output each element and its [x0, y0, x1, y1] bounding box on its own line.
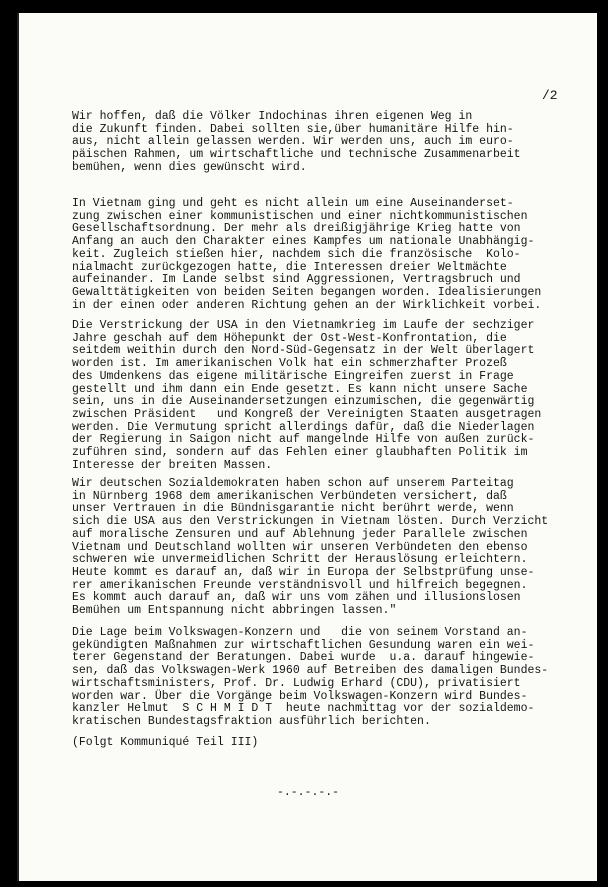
paragraph-indochina: Wir hoffen, daß die Völker Indochinas ihren eigenen Weg in die Zukunft finden. Dabei sollten sie,über humanitäre Hilfe hin- aus, nicht allein gelassen werden. Wir werden uns, auch im euro- päischen Rahmen, um wirtschaftliche und technische Zusammenarbeit bemühen, wenn dies gewünscht wird. — [72, 110, 521, 174]
paragraph-vietnam-conflict: In Vietnam ging und geht es nicht allein um eine Auseinanderset- zung zwischen einer kommunistischen und einer nichtkommunistischen Gesellschaftsordnung. Der mehr als dreißigjährige Krieg hatte von Anfang an auch den Charakter eines Kampfes um nationale Unabhängig- keit. Zugleich stießen hier, nachdem sich die französische Kolo- nialmacht zurückgezogen hatte, die Interessen dreier Weltmächte aufeinander. Im Lande selbst sind Aggressionen, Vertragsbruch und Gewalttätigkeiten von beiden Seiten begangen worden. Idealisierungen in der einen oder anderen Richtung gehen an der Wirklichkeit vorbei. — [72, 197, 542, 312]
end-mark: -.-.-.-.- — [276, 786, 340, 799]
continuation-note: (Folgt Kommuniqué Teil III) — [72, 736, 259, 749]
paragraph-volkswagen: Die Lage beim Volkswagen-Konzern und die von seinem Vorstand an- gekündigten Maßnahmen zur wirtschaftlichen Gesundung waren ein wei- terer Gegenstand der Beratungen. Dabei wurde u.a. darauf hingewie- sen, daß das Volkswagen-Werk 1960 auf Betreiben des damaligen Bundes- wirtschaftsministers, Prof. Dr. Ludwig Erhard (CDU), privatisiert worden war. Über die Vorgänge beim Volkswagen-Konzern wird Bundes- kanzler Helmut S C H M I D T heute nachmittag vor der sozialdemo- kratischen Bundestagsfraktion ausführlich berichten. — [72, 626, 549, 728]
paragraph-usa-involvement: Die Verstrickung der USA in den Vietnamkrieg im Laufe der sechziger Jahre geschah auf dem Höhepunkt der Ost-West-Konfrontation, die seitdem weithin durch den Nord-Süd-Gegensatz in der Welt überlagert worden ist. Im amerikanischen Volk hat ein schmerzhafter Prozeß des Umdenkens das eigene militärische Eingreifen zuerst in Frage gestellt und ihm dann ein Ende gesetzt. Es kann nicht unsere Sache sein, uns in die Auseinandersetzungen einzumischen, die gegenwärtig zwischen Präsident und Kongreß der Vereinigten Staaten ausgetragen werden. Die Vermutung spricht allerdings dafür, daß die Niederlagen der Regierung in Saigon nicht auf mangelnde Hilfe von außen zurück- zuführen sind, sondern auf das Fehlen einer glaubhaften Politik im Interesse der breiten Massen. — [72, 319, 542, 472]
page-number: /2 — [542, 88, 558, 103]
paragraph-social-democrats: Wir deutschen Sozialdemokraten haben schon auf unserem Parteitag in Nürnberg 1968 dem amerikanischen Verbündeten versichert, daß unser Vertrauen in die Bündnisgarantie nicht berührt werde, wenn sich die USA aus den Verstrickungen in Vietnam lösten. Durch Verzicht auf moralische Zensuren und auf Ablehnung jeder Parallele zwischen Vietnam und Deutschland wollten wir unseren Verbündeten den ebenso schweren wie unvermeidlichen Schritt der Herauslösung erleichtern. Heute kommt es darauf an, daß wir in Europa der Selbstprüfung unse- rer amerikanischen Freunde verständnisvoll und hilfreich begegnen. Es kommt auch darauf an, daß wir uns vom zähen und illusionslosen Bemühen um Entspannung nicht abbringen lassen." — [72, 477, 549, 618]
document-page — [17, 13, 597, 881]
